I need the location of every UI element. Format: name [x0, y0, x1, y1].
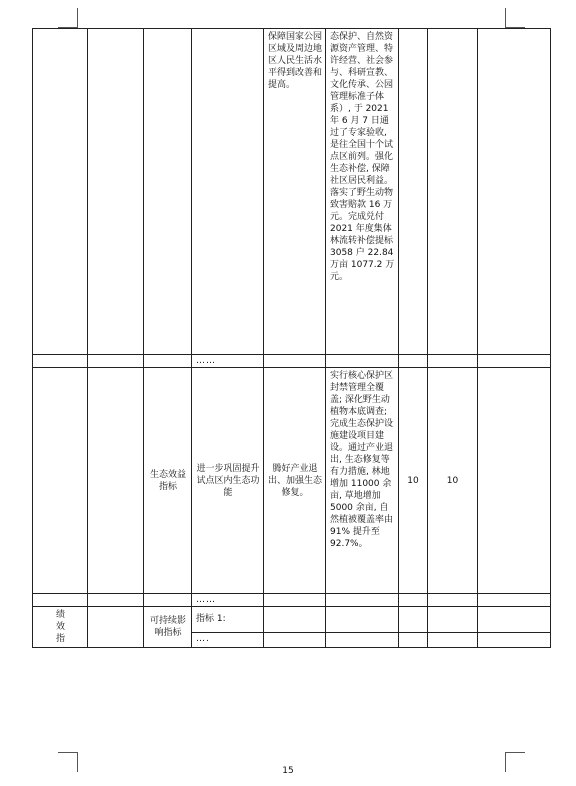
- cell-target: [264, 355, 326, 368]
- cell-actual: [326, 594, 399, 607]
- cell-note: [478, 632, 551, 647]
- crop-mark-bottom-left-h: [58, 752, 78, 753]
- ellipsis-cell: ……: [192, 355, 264, 368]
- eco-score-cell: [428, 368, 478, 594]
- cell-level1: [33, 594, 88, 607]
- eco-target-cell: [264, 368, 326, 594]
- eco-score: 10: [446, 475, 459, 486]
- table-row: [33, 594, 551, 607]
- cell-score: [428, 594, 478, 607]
- cell-note: [478, 594, 551, 607]
- table-row: [33, 607, 551, 633]
- eco-indicator-cell: [192, 368, 264, 594]
- cell-target: [264, 632, 326, 647]
- cell-category: [144, 355, 192, 368]
- performance-table: [32, 28, 551, 648]
- eco-category: 生态效益指标: [149, 469, 186, 492]
- cell-category: [144, 594, 192, 607]
- cell-level2: [88, 594, 144, 607]
- eco-actual: 实行核心保护区封禁管理全覆盖; 深化野生动植物本底调查; 完成生态保护设施建设项目建设。通过产业退出, 生态修复等有力措施, 林地增加 11000 余亩, 草地增加 5000 余亩, 自然植被覆盖率由 91% 提升至 92.7%。: [330, 371, 394, 549]
- cell-level2: [88, 607, 144, 648]
- sustain-category: 可持续影响指标: [149, 616, 186, 638]
- cell-level2: [88, 355, 144, 368]
- cell-level1: [33, 29, 88, 355]
- cell-indicator: [192, 29, 264, 355]
- level1-label: 绩效指: [55, 610, 65, 644]
- crop-mark-top-right-v: [505, 8, 506, 28]
- eco-weight: 10: [407, 475, 419, 486]
- cell-note: [478, 29, 551, 355]
- eco-category-cell: [144, 368, 192, 594]
- cell-weight: [399, 594, 428, 607]
- target-text: 保障国家公园区域及周边地区人民生活水平得到改善和提高。: [268, 32, 323, 90]
- sustain-category-cell: [144, 607, 192, 648]
- cell-weight: [399, 607, 428, 633]
- actual-text: 态保护、自然资源资产管理、特许经营、社会参与、科研宣教、文化传承、公园管理标准子体系）, 于 2021 年 6 月 7 日通过了专家验收, 是往全国十个试点区前列。强化生态补偿, 保障社区居民利益。落实了野生动物致害赔款 16 万元。完成兑付 2021 年度集体林流转补偿提标 3058 户 22.84 万亩 1077.2 万元。: [330, 32, 395, 282]
- cell-target: [264, 594, 326, 607]
- cell-note: [478, 368, 551, 594]
- cell-weight: [399, 355, 428, 368]
- table-row: [33, 355, 551, 368]
- eco-target: 腾好产业退出、加强生态修复。: [268, 463, 323, 498]
- table-row: [33, 29, 551, 355]
- cell-score: [428, 607, 478, 633]
- level1-label-cell: [33, 607, 88, 648]
- indicator1: 指标 1:: [196, 614, 226, 625]
- cell-score: [428, 632, 478, 647]
- cell-weight: [399, 29, 428, 355]
- eco-weight-cell: [399, 368, 428, 594]
- cell-note: [478, 355, 551, 368]
- cell-actual: [326, 29, 399, 355]
- eco-indicator: 进一步巩固提升试点区内生态功能: [196, 463, 260, 498]
- cell-level2: [88, 368, 144, 594]
- eco-actual-cell: [326, 368, 399, 594]
- cell-actual: [326, 632, 399, 647]
- cell-actual: [326, 355, 399, 368]
- cell-level2: [88, 29, 144, 355]
- cell-level1: [33, 355, 88, 368]
- page-number: 15: [282, 766, 294, 776]
- cell-actual: [326, 607, 399, 633]
- cell-level1: [33, 368, 88, 594]
- crop-mark-bottom-right-h: [505, 752, 525, 753]
- cell-target: [264, 607, 326, 633]
- ellipsis-cell: ….: [192, 632, 264, 647]
- cell-category: [144, 29, 192, 355]
- cell-score: [428, 355, 478, 368]
- cell-score: [428, 29, 478, 355]
- ellipsis-cell: ……: [192, 594, 264, 607]
- indicator1-cell: [192, 607, 264, 633]
- cell-weight: [399, 632, 428, 647]
- crop-mark-top-left-v: [77, 8, 78, 28]
- cell-target: [264, 29, 326, 355]
- table-row: [33, 368, 551, 594]
- cell-note: [478, 607, 551, 633]
